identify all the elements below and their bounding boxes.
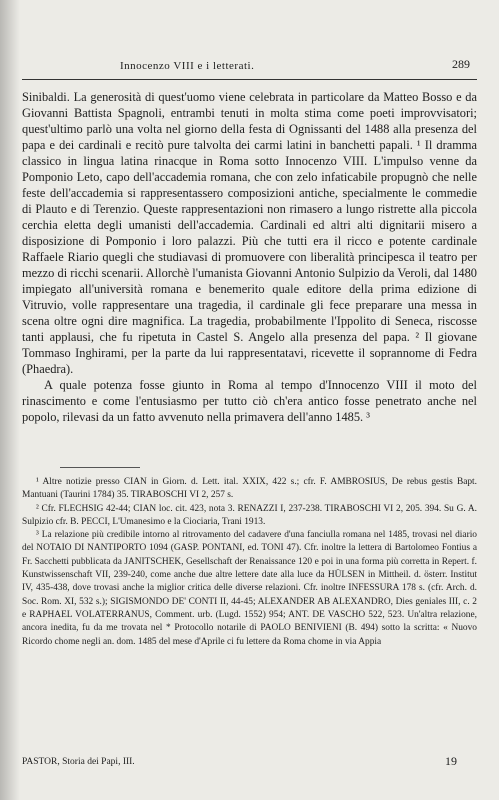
body-paragraph-1: Sinibaldi. La generosità di quest'uomo viene celebrata in particolare da Matteo Bosso e da Giovanni Battista Spagnoli, entrambi tenuti in molta stima come poeti improvvisatori; quest'ultimo parlò una volta nel giorno della festa di Ognissanti del 1488 alla presenza del papa e dei cardinali e recitò pure talvolta dei carmi latini in banchetti papali. ¹ Il dramma classico in lingua latina rinacque in Roma sotto Innocenzo VIII. L'impulso venne da Pomponio Leto, capo dell'accademia romana, che con zelo infaticabile propugnò che nelle feste dell'accademia si rappresentassero composizioni antiche, specialmente le commedie di Plauto e di Terenzio. Queste rappresentazioni non rimasero a lungo ristrette alla piccola cerchia eletta degli umanisti dell'accademia. Cardinali ed altri alti dignitarii misero a disposizione di Pomponio i loro palazzi. Più che tutti era il ricco e potente cardinale Raffaele Riario quegli che studiavasi di promuovere con liberalità principesca il teatro per mezzo di ricchi scenarii. Allorchè l'umanista Giovanni Antonio Sulpizio da Veroli, dal 1480 impiegato all'università romana e benemerito quale editore della prima edizione di Vitruvio, volle rappresentare una tragedia, il cardinale gli fece preparare una messa in scena oltre ogni dire magnifica. La tragedia, probabilmente l'Ippolito di Seneca, riscosse tanti applausi, che fu ripetuta in Castel S. Angelo alla presenza del papa. ² Il giovane Tommaso Inghirami, per la parte da lui rappresentatavi, ricevette il soprannome di Fedra (Phaedra).	[22, 90, 477, 376]
body-paragraph-2: A quale potenza fosse giunto in Roma al tempo d'Innocenzo VIII il moto del rinascimento e come l'entusiasmo per tutto ciò ch'era antico fosse penetrato anche nel popolo, rilevasi da un fatto avvenuto nella primavera dell'anno 1485. ³	[22, 378, 477, 424]
footnote-1: ¹ Altre notizie presso CIAN in Giorn. d. Lett. ital. XXIX, 422 s.; cfr. F. AMBROSIUS, De rebus gestis Bapt. Mantuani (Taurini 1784) 35. TIRABOSCHI VI 2, 257 s.	[22, 477, 477, 501]
main-text	[22, 89, 477, 425]
page-number: 289	[452, 57, 470, 71]
footnote-2: ² Cfr. FLECHSIG 42-44; CIAN loc. cit. 423, nota 3. RENAZZI I, 237-238. TIRABOSCHI VI 2, 205. 394. Su G. A. Sulpizio cfr. B. PECCI, L'Umanesimo e la Ciociaria, Trani 1913.	[22, 503, 477, 527]
footnote-3: ³ La relazione più credibile intorno al ritrovamento del cadavere d'una fanciulla romana nel 1485, trovasi nel diario del NOTAIO DI NANTIPORTO 1094 (GASP. PONTANI, ed. TONI 47). Cfr. inoltre la lettera di Bartolomeo Fontius a Fr. Sacchetti pubblicata da JANITSCHEK, Gesellschaft der Renaissance 120 e poi in una forma più corretta in Repert. f. Kunstwissenschaft VII, 239-240, come anche due altre lettere date alla luce da HÜLSEN in Mittheil. d. österr. Institut IV, 435-438, dove trovasi anche la miglior critica delle diverse relazioni. Cfr. inoltre INFESSURA 178 s. (cfr. Arch. d. Soc. Rom. XI, 532 s.); SIGISMONDO DE' CONTI II, 44-45; ALEXANDER AB ALEXANDRO, Dies geniales III, c. 2 e RAPHAEL VOLATERRANUS, Comment. urb. (Lugd. 1552) 954; ANT. DE VASCHO 522, 523. Un'altra relazione, ancora inedita, fu da me trovata nel * Protocollo notarile di PAOLO BENIVIENI (B. 494) sotto la scritta: « Nuovo Ricordo chome negli an. dom. 1485 del mese d'Aprile ci fu lettere da Roma chome in via Appia	[22, 530, 477, 647]
footnote-separator	[60, 467, 140, 468]
binding-shadow	[0, 0, 20, 800]
header-rule	[22, 79, 477, 80]
footnotes	[22, 476, 477, 649]
running-title: Innocenzo VIII e i letterati.	[120, 60, 255, 72]
footer-author-title: PASTOR, Storia dei Papi, III.	[22, 757, 135, 767]
signature-mark: 19	[445, 754, 457, 768]
